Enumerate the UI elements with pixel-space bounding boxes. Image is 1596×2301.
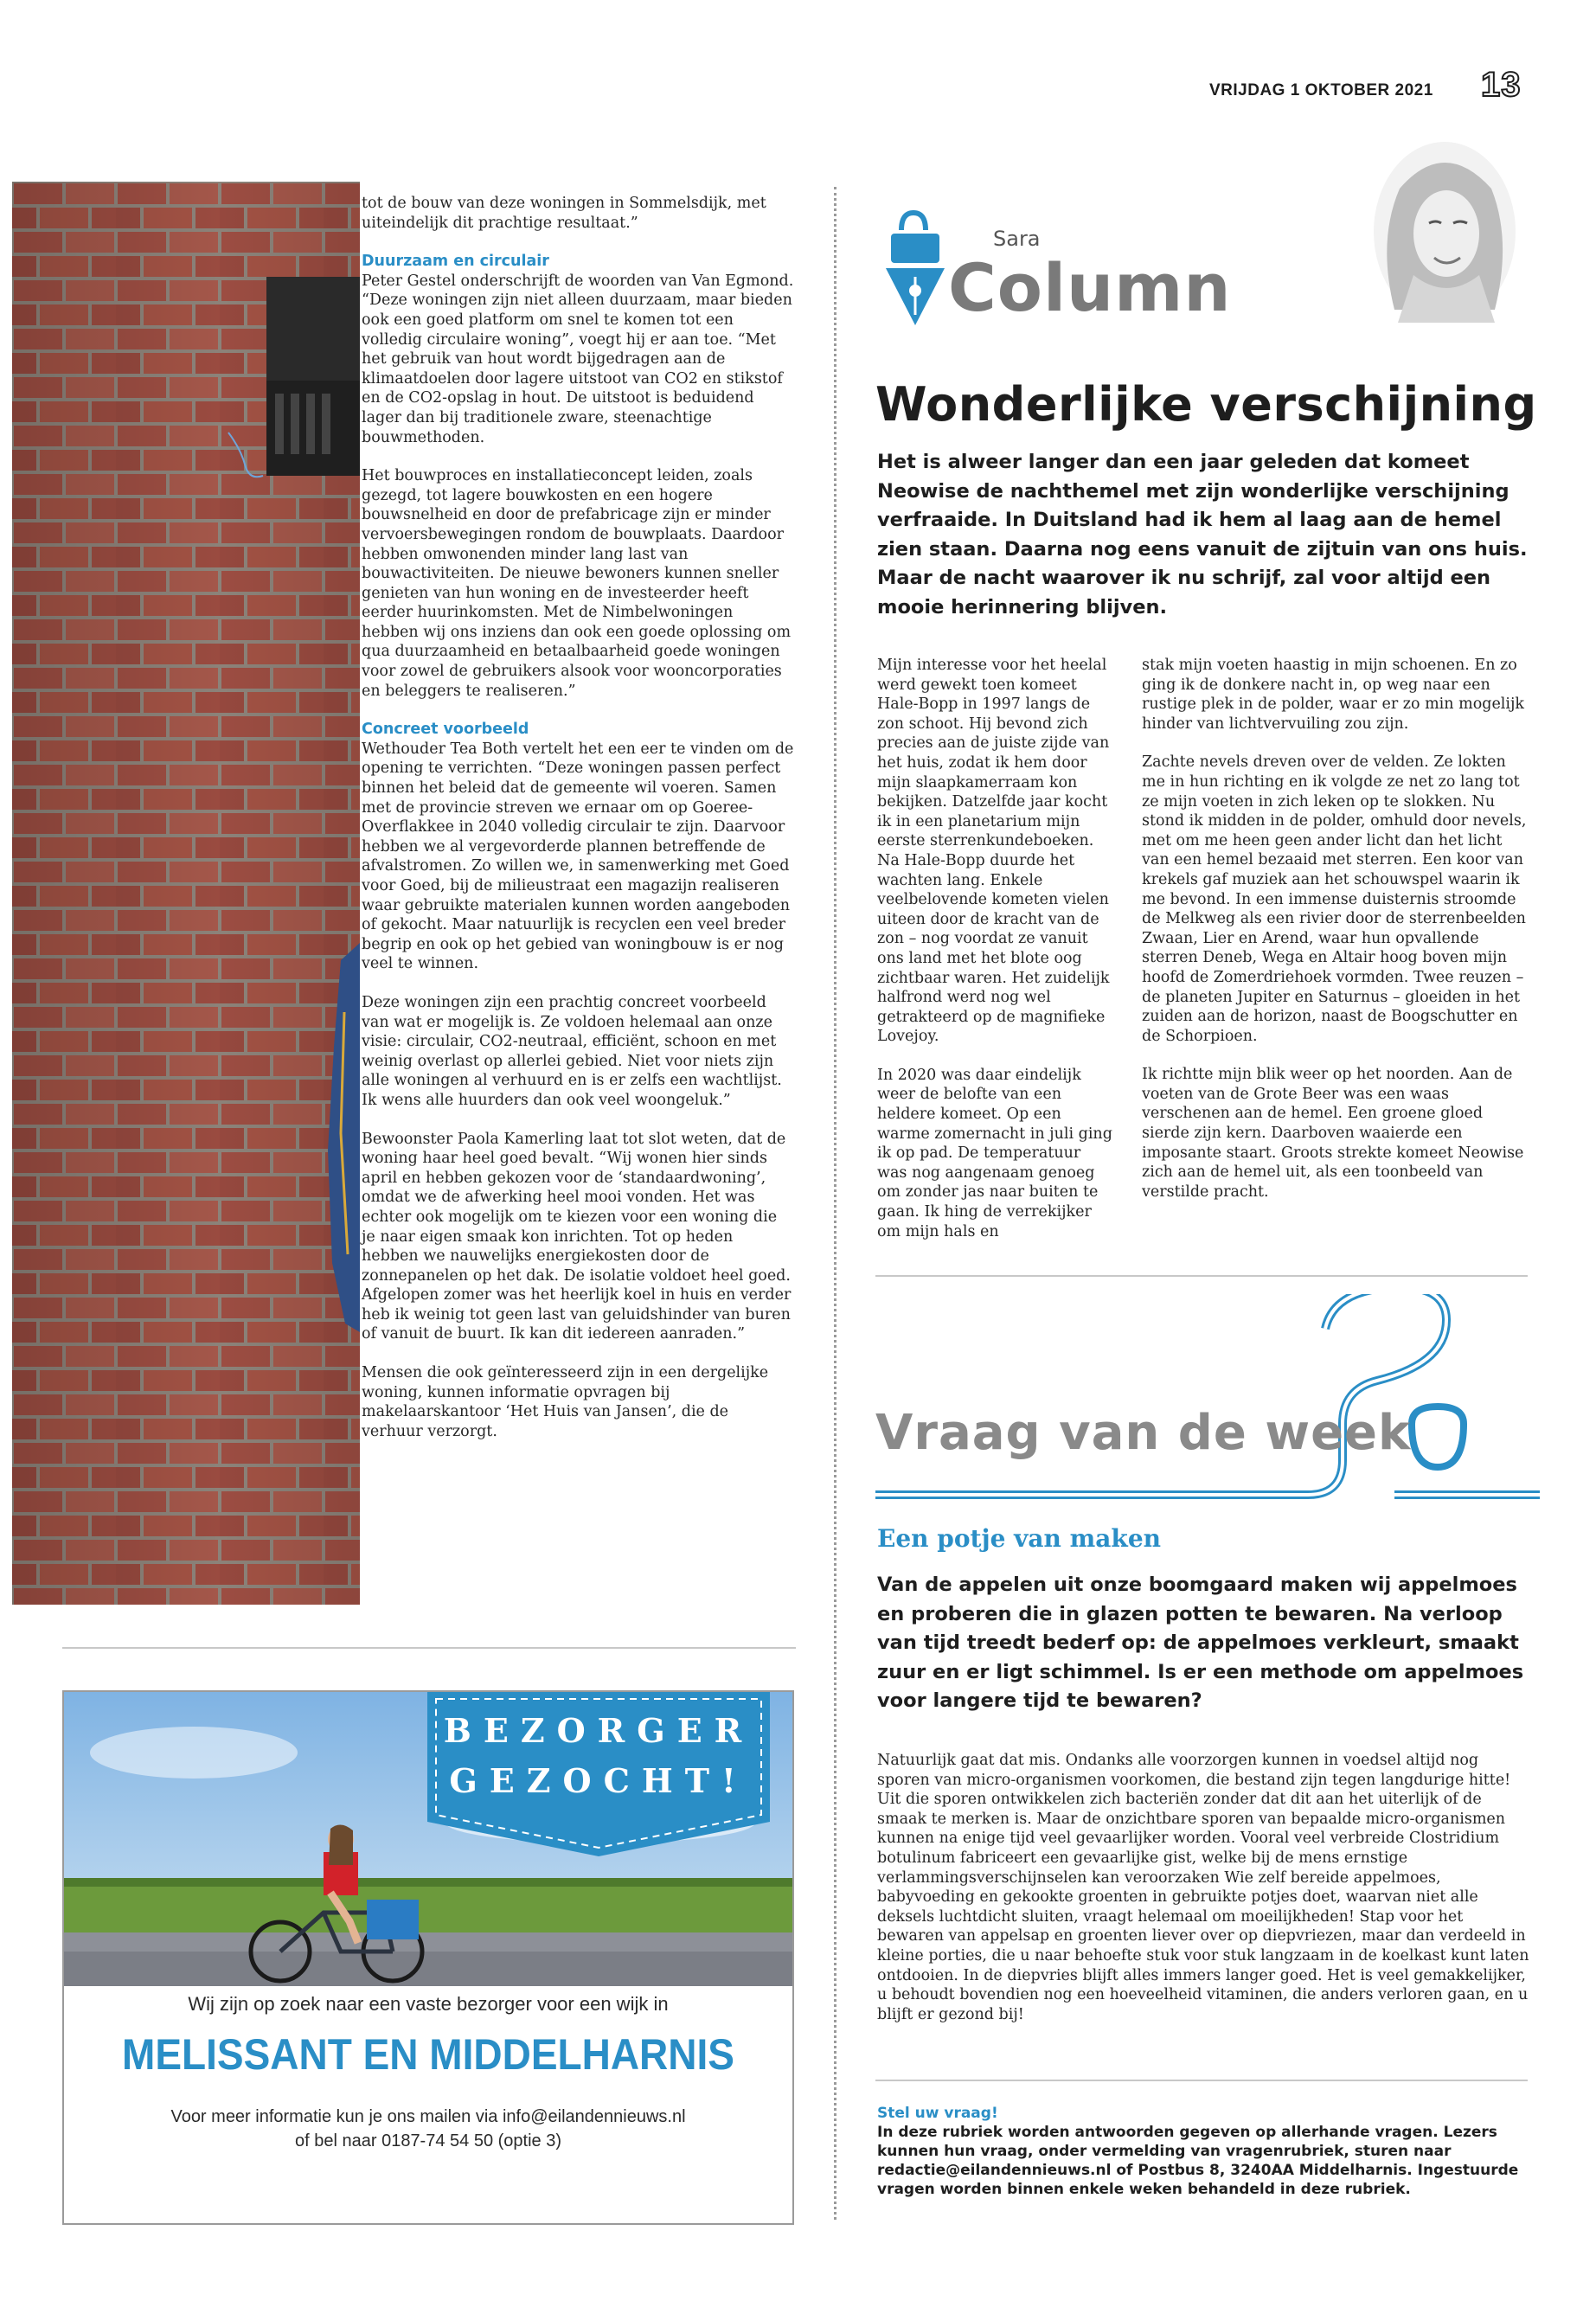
column-paragraph: stak mijn voeten haastig in mijn schoenen. En zo ging ik de donkere nacht in, op weg naar een rustige plek in de polder, waar er zo min mogelijk hinder van lichtvervuiling zou zijn. (1142, 657, 1525, 733)
pen-nib-svg (875, 204, 945, 334)
column-paragraph: Ik richtte mijn blik weer op het noorden. Aan de voeten van de Grote Beer was een waas verschenen aan de hemel. Een groene gloed sierde zijn kern. Daarboven waaierde een imposante staart. Groots strekte komeet Neowise zich aan de hemel uit, als een toonbeeld van verstilde pracht. (1142, 1066, 1524, 1201)
divider-line (875, 1275, 1528, 1277)
article-paragraph: Mensen die ook geïnteresseerd zijn in een dergelijke woning, kunnen informatie opvragen bij makelaarskantoor ‘Het Huis van Jansen’, die de verhuur verzorgt. (362, 1364, 769, 1440)
ribbon-banner (427, 1692, 770, 1865)
issue-date: VRIJDAG 1 OKTOBER 2021 (1209, 81, 1433, 99)
article-paragraph: Duurzaam en circulair Peter Gestel onderschrijft de woorden van Van Egmond. “Deze woningen zijn niet alleen duurzaam, maar bieden ook een goed platform om snel te komen tot een volledig circulaire woning”, voegt hij er aan toe. “Met het gebruik van hout wordt bijgedragen aan de klimaatdoelen door lagere uitstoot van CO2 en stikstof en de CO2-opslag in hout. De uitstoot is beduidend lager dan bij traditionele zware, steenachtige bouwmethoden. (362, 253, 794, 446)
ad-title: MELISSANT EN MIDDELHARNIS (122, 2030, 734, 2079)
ad-contact-1: Voor meer informatie kun je ons mailen via info@eilandennieuws.nl (170, 2107, 686, 2126)
article-paragraph: Bewoonster Paola Kamerling laat tot slot weten, dat de woning haar heel goed bevalt. “Wij wonen hier sinds april en hebben gekozen voor de ‘standaardwoning’, omdat we de afwerking heel mooi vonden. Het was echter ook mogelijk om te kiezen voor een woning die je naar eigen smaak kon inrichten. Tot op heden hebben we nauwelijks energiekosten door de zonnepanelen op het dak. De isolatie voldoet heel goed. Afgelopen zomer was het heerlijk koel in huis en verder heb ik weinig tot geen last van geluidshinder van buren of vanuit de buurt. Ik kan dit iedereen aanraden.” (362, 1130, 792, 1343)
ribbon-line-2: GEZOCHT! (449, 1761, 748, 1800)
ad-contact-2: of bel naar 0187-74 54 50 (optie 3) (295, 2131, 561, 2150)
vraag-question: Van de appelen uit onze boomgaard maken wij appelmoes en proberen die in glazen potten te bewaren. Na verloop van tijd treedt bederf op: de appelmoes verkleurt, smaakt zuur en er ligt schimmel. Is er een methode om appelmoes voor langere tijd te bewaren? (877, 1574, 1524, 1713)
ad-bezorger (62, 1690, 794, 2225)
stel-title: Stel uw vraag! (877, 2105, 998, 2122)
column-text-1 (877, 656, 1112, 1260)
pen-nib-icon (875, 204, 945, 334)
page-number: 13 (1481, 66, 1522, 104)
article-paragraph: Het bouwproces en installatieconcept leiden, zoals gezegd, tot lagere bouwkosten en een hogere bouwsnelheid en door de prefabricage zijn er minder vervoersbewegingen rondom de bouwplaats. Daardoor hebben omwonenden minder lang last van bouwactiviteiten. De nieuwe bewoners kunnen sneller genieten van hun woning en de investeerder heeft eerder huurinkomsten. Met de Nimbelwoningen hebben wij ons inziens dan ook een goede oplossing om qua duurzaamheid en betaalbaarheid goede woningen voor zowel de gebruikers alsook voor wooncorporaties en beleggers te realiseren.” (362, 467, 792, 700)
column-paragraph: In 2020 was daar eindelijk weer de belofte van een heldere komeet. Op een warme zomernacht in juli ging ik op pad. De temperatuur was nog aangenaam genoeg om zonder jas naar buiten te gaan. Ik hing de verrekijker om mijn hals en (877, 1066, 1112, 1240)
brick-wall-photo (12, 182, 360, 1605)
column-text-2 (1142, 656, 1533, 1221)
column-headline: Wonderlijke verschijning (875, 377, 1537, 432)
ad-intro: Wij zijn op zoek naar een vaste bezorger voor een wijk in (188, 1993, 669, 2015)
article-subheading: Concreet voorbeeld (362, 721, 529, 739)
left-article (362, 194, 794, 1460)
column-paragraph: Mijn interesse voor het heelal werd gewekt toen komeet Hale-Bopp in 1997 langs de zon schoot. Hij bevond zich precies aan de juiste zijde van het huis, zodat ik hem door mijn slaapkamerraam kon bekijken. Datzelfde jaar kocht ik in een planetarium mijn eerste sterrenkundeboeken. Na Hale-Bopp duurde het wachten lang. Enkele veelbelovende kometen vielen uiteen door de kracht van de zon – nog voordat ze vanuit ons land met het blote oog zichtbaar waren. Het zuidelijk halfrond werd nog wel getrakteerd op de magnifieke Lovejoy. (877, 657, 1110, 1046)
column-author: Sara (993, 227, 1041, 251)
question-mark-icon (875, 1294, 1540, 1502)
divider-line (62, 1647, 796, 1649)
portrait-sketch (1365, 137, 1524, 327)
article-paragraph: Deze woningen zijn een prachtig concreet voorbeeld van wat er mogelijk is. Ze voldoen helemaal aan onze visie: circulair, CO2-neutraal, efficiënt, schoon en met weinig overlast op allerlei gebied. Niet voor niets zijn alle woningen al verhuurd en is er zelfs een wachtlijst. Ik wens alle huurders dan ook veel woongeluk.” (362, 993, 782, 1109)
column-divider (834, 187, 836, 2220)
column-paragraph: Zachte nevels dreven over de velden. Ze lokten me in hun richting en ik volgde ze net zo lang tot ze mijn voeten in zich leken op te slokken. Nu stond ik midden in de polder, omhuld door nevels, met om me heen geen ander licht dan het licht van een hemel bezaaid met sterren. Een koor van krekels gaf muziek aan het schouwspel waarin ik me bevond. In een immense duisternis stroomde de Melkweg als een rivier door de sterrenbeelden Zwaan, Lier en Arend, waar hun opvallende sterren Deneb, Wega en Altair hoog boven mijn hoofd de Zomerdriehoek vormden. Twee reuzen – de planeten Jupiter en Saturnus – gloeiden in het zuiden aan de horizon, naast de Boogschutter en de Schorpioen. (1142, 753, 1527, 1045)
divider-line (875, 2080, 1528, 2081)
column-label: Column (948, 249, 1232, 326)
article-paragraph: tot de bouw van deze woningen in Sommelsdijk, met uiteindelijk dit prachtige resultaat.” (362, 195, 766, 232)
vraag-subtitle: Een potje van maken (877, 1524, 1162, 1553)
stel-uw-vraag (877, 2104, 1535, 2199)
article-paragraph: Concreet voorbeeld Wethouder Tea Both vertelt het een eer te vinden om de opening te verrichten. “Deze woningen passen perfect binnen het beleid dat de gemeente wil voeren. Samen met de provincie streven we ernaar om op Goeree-Overflakkee in 2040 volledig circulair te zijn. Daarvoor hebben we al vergevorderde plannen betreffende de afvalstromen. Zo willen we, in samenwerking met Goed voor Goed, bij de milieustraat een magazijn realiseren waar gebruikte materialen kunnen worden aangeboden of gekocht. Maar natuurlijk is recyclen een veel breder begrip en ook op het gebied van woningbouw is er nog veel te winnen. (362, 721, 794, 973)
brick-wall-illustration (12, 182, 360, 1605)
vraag-answer: Natuurlijk gaat dat mis. Ondanks alle voorzorgen kunnen in voedsel altijd nog sporen van micro-organismen voorkomen, die bestand zijn tegen langdurige hitte! Uit die sporen ontwikkelen zich bacteriën zonder dat dit aan het uiterlijk of de smaak te merken is. Maar de onzichtbare sporen van bepaalde micro-organismen kunnen na enige tijd veel gevaarlijker worden. Vooral veel verbreide Clostridium botulinum fabriceert een gevaarlijke gist, welke bij de mens ernstige verlammingsverschijnselen kan veroorzaken Wie zelf bereide appelmoes, babyvoeding en gekookte groenten in gebruikte potjes doet, waarvan niet alle deksels luchtdicht sluiten, vraagt helemaal om moeilijkheden! Stap voor het bewaren van appelsap en groenten liever over op diepvriezen, maar dan verdeeld in kleine porties, die u naar behoefte stuk voor stuk langzaam in de koelkast kunt laten ontdooien. In de diepvries blijft alles immers langer goed. Het is veel gemakkelijker, u behoudt bovendien nog een hoeveelheid vitaminen, die anders verloren gaan, en u blijft er gezond bij! (877, 1752, 1529, 2023)
article-subheading: Duurzaam en circulair (362, 253, 549, 271)
vraag-title: Vraag van de week (875, 1405, 1412, 1461)
question-mark-graphic (875, 1294, 1540, 1502)
stel-text: In deze rubriek worden antwoorden gegeven op allerhande vragen. Lezers kunnen hun vraag, onder vermelding van vragenrubriek, sturen naar redactie@eilandennieuws.nl of Postbus 8, 3240AA Middelharnis. Ingestuurde vragen worden binnen enkele weken behandeld in deze rubriek. (877, 2124, 1519, 2198)
ribbon-line-1: BEZORGER (443, 1711, 754, 1750)
author-portrait (1365, 137, 1524, 327)
column-lead: Het is alweer langer dan een jaar geleden dat komeet Neowise de nachthemel met zijn wonderlijke verschijning verfraaide. In Duitsland had ik hem al laag aan de hemel zien staan. Daarna nog eens vanuit de zijtuin van ons huis. Maar de nacht waarover ik nu schrijf, zal voor altijd een mooie herinnering blijven. (877, 451, 1528, 619)
